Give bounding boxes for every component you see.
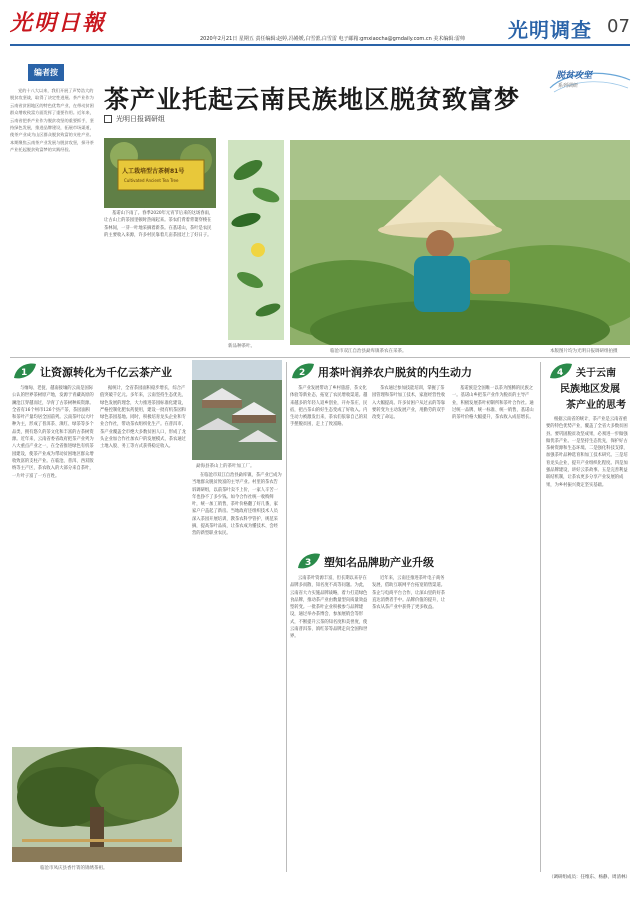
- section-1-number: 1: [21, 368, 28, 378]
- tea-picker-image: [290, 140, 630, 345]
- section-2-col-e: 茶农通过参加技能培训，掌握了茶园管理和茶叶加工技术，家庭经营性收入大幅提高。许多贫困户从过去的等靠要转变为主动发展产业，用勤劳的双手改变了命运。: [372, 386, 446, 421]
- leaf-icon-1: [12, 362, 38, 380]
- village-image: [192, 360, 282, 460]
- section-2-number: 2: [299, 368, 306, 378]
- section-2-title: 用茶叶润养农户脱贫的内生动力: [318, 366, 472, 379]
- section-1-title: 让资源转化为千亿云茶产业: [40, 366, 172, 379]
- section-1-col-b: 据统计，全省茶园面积稳步增长，综合产值突破千亿元。多年来，云南坚持生态优先、绿色发展的理念，大力推进茶园标准化建设，严格控制化肥农药使用，建设一批有机茶园和绿色茶园基地。同时，积极培育龙头企业和专业合作社，带动茶农组织化生产。在普洱市，茶产业覆盖全市绝大多数贫困人口，形成了龙头企业加合作社加农户的发展模式，茶农通过土地入股、务工等方式获得稳定收入。: [100, 386, 186, 450]
- photo-village: [192, 360, 282, 460]
- page-number: 07: [607, 16, 630, 37]
- research-team-members: （调研组成员：任维东、杨静、周清林）: [549, 875, 630, 880]
- header-rule: [10, 44, 630, 46]
- series-badge: [548, 66, 632, 94]
- divider-sections: [10, 357, 630, 358]
- section-1-col-c: 在临沧市双江自治县勐库镇，茶产业已成为当地群众脱贫致富的主导产业。村里的茶农告诉调研组，以前茶叶卖不上价，一家人辛苦一年也挣不了多少钱。如今合作社统一收购鲜叶，统一加工销售，茶叶价格翻了好几番，家家户户盖起了新房。当地政府还组织技术人员深入茶园开展培训，教茶农科学管护、规范采摘，提高茶叶品质，让茶农成为懂技术、会经营的新型职业农民。: [192, 473, 282, 537]
- section-1-col-a: 与缅甸、老挝、越南接壤的云南是国际公认的世界茶树原产地，发源于青藏高原的澜沧江穿越而过，孕育了古茶树种质资源。全省有16个州市126个县产茶，茶园面积和茶叶产量均居全国前列。云南茶叶以大叶种为主，形成了普洱茶、滇红、绿茶等多个品类，拥有悠久的茶文化和丰富的古茶树资源。近年来，云南省委省政府把茶产业列为八大重点产业之一，在全省推进绿色有机茶园建设，使茶产业成为带动贫困地区群众增收致富的支柱产业。在临沧、普洱、西双版纳等主产区，茶农收入的大部分来自茶叶，一片叶子富了一方百姓。: [12, 386, 94, 479]
- photo-tea-tree-sign: [104, 138, 216, 208]
- caption-tea-picker: 临沧市双江自治县勐库镇茶农在采茶。: [330, 349, 407, 354]
- divider-col-2: [540, 362, 541, 872]
- byline-square-icon: [104, 115, 112, 123]
- section-4-title-line2: 民族地区发展: [560, 384, 620, 395]
- tea-leaves-image: [228, 140, 284, 340]
- caption-village: 勐海县茶山上的茶叶加工厂。: [196, 464, 255, 469]
- section-4-title-line3: 茶产业的思考: [566, 400, 626, 411]
- caption-tea-leaves: 新品种茶叶。: [228, 344, 255, 349]
- article-byline: 光明日报调研组: [116, 115, 165, 123]
- badge-title: 脱贫攻坚: [556, 71, 593, 81]
- newspaper-logo: 光明日報: [10, 10, 107, 36]
- masthead: [0, 0, 640, 46]
- section-3-number: 3: [305, 558, 312, 568]
- caption-ancient-tree: 临沧市凤庆县香竹箐的锦绣茶祖。: [40, 866, 108, 871]
- leaf-icon-3: [296, 552, 322, 570]
- section-title: 光明调查: [508, 18, 592, 42]
- issue-meta: 2020年2月21日 星期五 责任编辑:赵婷,冯嫚媛,白雪蕾,白雪雷 电子邮箱:gmxiaocha@gmdaily.com.cn 美术编辑:雷帅: [200, 36, 466, 42]
- photo-tea-leaves: [228, 140, 284, 340]
- article-intro: 基诺山下雨了。春季2020年元宵节后来的这场春雨，让古山上的茶园里顿时热闹起来。茶农们背着背篓穿梭在茶林间，一芽一叶地采摘着新茶。在基诺山，茶叶是农民的主要收入来源，许多村民靠着几亩茶园过上了好日子。: [104, 211, 214, 238]
- sign-text-main: 人工栽培型古茶树81号: [122, 168, 185, 175]
- editor-note-label: 编者按: [28, 64, 64, 81]
- section-3-col-g: 近年来，云南还推进茶叶电子商务发展，借助互联网平台拓宽销售渠道。茶企与电商平台合作，让深山里的好茶直达消费者手中。品牌价值的提升，让茶农从茶产业中获得了更多收益。: [372, 576, 446, 611]
- section-3-title: 塑知名品牌助产业升级: [324, 556, 434, 569]
- section-2-col-h: 基诺族是全国唯一以茶为图腾的民族之一。基诺山乡把茶产业作为脱贫的主导产业，积极发展茶叶初制所和茶叶合作社。通过统一品牌、统一标准、统一销售，基诺山的茶叶价格大幅提升，茶农收入成倍增长。: [452, 386, 534, 421]
- editor-note-text: 党的十八大以来，我们开展了声势浩大的脱贫攻坚战，取得了决定性进展。茶产业作为云南省贫困地区的特色优势产业，在带动贫困群众增收致富方面发挥了重要作用。近年来，云南省把茶产业作为脱贫攻坚的重要抓手，坚持绿色发展，推进品牌建设，拓展市场渠道，使茶产业成为山区群众脱贫致富的支柱产业。本期聚焦云南茶产业发展与脱贫攻坚，探寻茶产业托起脱贫致富梦的实践经验。: [10, 88, 94, 153]
- section-3-col-f: 云南茶叶资源丰富，但长期以来存在品牌多而散、知名度不高等问题。为此，云南省大力实施品牌战略，着力打造绿色食品牌，推动茶产业由数量型向质量效益型转变。一批茶叶企业积极参与品牌建设，通过举办茶博会、参加展销会等形式，不断提升云茶的知名度和美誉度，使云南普洱茶、滇红茶等品牌走向全国和世界。: [290, 576, 368, 640]
- caption-photo-credit: 本版图片均为光明日报调研组拍摄: [550, 349, 618, 354]
- section-2-col-d: 茶产业发展带动了乡村旅游、茶文化体验等新业态，拓宽了农民增收渠道。越来越多的年轻人返乡创业，开办茶庄、民宿，把古茶山的好生态变成了好收入。内生动力被激发出来，茶农们依靠自己的双手摆脱贫困，走上了致富路。: [290, 386, 368, 428]
- photo-ancient-tree: [12, 747, 182, 862]
- section-4-title-line1: 关于云南: [576, 368, 616, 379]
- sign-text-sub: Cultivated Ancient Tea Tree: [124, 178, 179, 183]
- section-4-col-i: 根据云南省的统计，茶产业是云南省重要的特色优势产业，覆盖了全省大多数贫困县。要巩固脱贫攻坚成果，必须进一步做强做优茶产业。一是坚持生态优先，保护好古茶树资源和生态环境。二是强化科技支撑，加强茶叶品种选育和加工技术研究。三是培育龙头企业，提升产业组织化程度。四是加强品牌建设，讲好云茶故事。五是完善利益联结机制，让茶农更多分享产业发展的成果，为乡村振兴奠定坚实基础。: [546, 417, 628, 488]
- leaf-icon-2: [290, 362, 316, 380]
- section-4-number: 4: [557, 368, 564, 378]
- ancient-tree-image: [12, 747, 182, 862]
- editor-note: [10, 60, 94, 158]
- badge-subtitle: 系列调研: [558, 83, 579, 89]
- photo-tea-picker: [290, 140, 630, 345]
- leaf-icon-4: [548, 362, 574, 380]
- article-headline: 茶产业托起云南民族地区脱贫致富梦: [104, 85, 521, 114]
- divider-col-1: [286, 362, 287, 872]
